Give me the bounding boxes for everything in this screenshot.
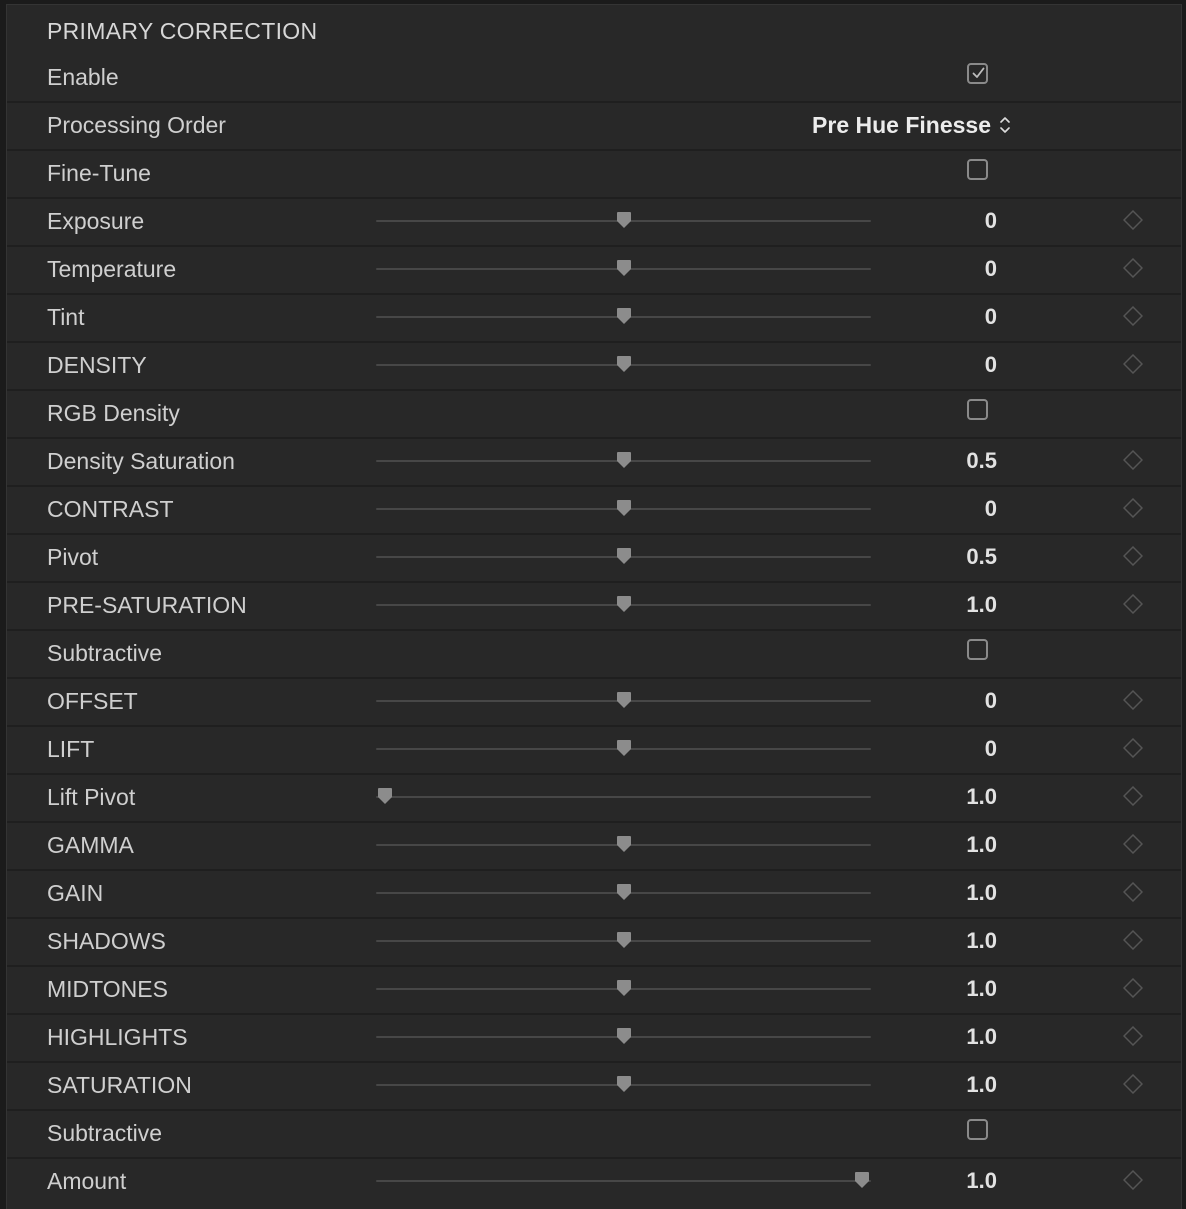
slider-thumb[interactable]	[615, 211, 633, 229]
amount-value[interactable]: 1.0	[966, 1168, 997, 1193]
subtractive-checkbox[interactable]	[967, 639, 988, 660]
param-label: Pivot	[47, 544, 99, 570]
subtractive-checkbox[interactable]	[967, 1119, 988, 1140]
density-saturation-slider[interactable]	[376, 449, 871, 473]
param-row-density	[7, 343, 1181, 391]
param-label: MIDTONES	[47, 976, 168, 1002]
keyframe-diamond-icon[interactable]	[1123, 882, 1143, 902]
density-slider[interactable]	[376, 353, 871, 377]
tint-slider[interactable]	[376, 305, 871, 329]
temperature-value[interactable]: 0	[984, 256, 997, 281]
slider-thumb[interactable]	[376, 787, 394, 805]
pivot-slider[interactable]	[376, 545, 871, 569]
keyframe-diamond-icon[interactable]	[1123, 930, 1143, 950]
midtones-slider[interactable]	[376, 977, 871, 1001]
keyframe-diamond-icon[interactable]	[1123, 1170, 1143, 1190]
keyframe-diamond-icon[interactable]	[1123, 450, 1143, 470]
rgb-density-checkbox[interactable]	[967, 399, 988, 420]
param-row-gamma	[7, 823, 1181, 871]
param-label: GAMMA	[47, 832, 134, 858]
param-label: SATURATION	[47, 1072, 192, 1098]
param-label: Subtractive	[47, 1120, 163, 1146]
primary-correction-panel	[6, 4, 1182, 1209]
param-row-subtractive	[7, 631, 1181, 679]
highlights-value[interactable]: 1.0	[966, 1024, 997, 1049]
param-row-highlights	[7, 1015, 1181, 1063]
param-label: Exposure	[47, 208, 145, 234]
slider-thumb[interactable]	[615, 691, 633, 709]
shadows-slider[interactable]	[376, 929, 871, 953]
pivot-value[interactable]: 0.5	[966, 544, 997, 569]
keyframe-diamond-icon[interactable]	[1123, 546, 1143, 566]
param-label: LIFT	[47, 736, 95, 762]
slider-track[interactable]	[376, 796, 871, 798]
keyframe-diamond-icon[interactable]	[1123, 690, 1143, 710]
up-down-chevron-icon	[999, 114, 1011, 134]
param-row-temperature	[7, 247, 1181, 295]
slider-thumb[interactable]	[615, 835, 633, 853]
lift-value[interactable]: 0	[984, 736, 997, 761]
exposure-slider[interactable]	[376, 209, 871, 233]
param-row-tint	[7, 295, 1181, 343]
param-row-contrast	[7, 487, 1181, 535]
slider-thumb[interactable]	[615, 739, 633, 757]
param-row-lift-pivot	[7, 775, 1181, 823]
slider-thumb[interactable]	[615, 1075, 633, 1093]
keyframe-diamond-icon[interactable]	[1123, 834, 1143, 854]
popup-value: Pre Hue Finesse	[812, 112, 991, 138]
param-row-amount	[7, 1159, 1181, 1205]
slider-thumb[interactable]	[853, 1171, 871, 1189]
param-row-subtractive	[7, 1111, 1181, 1159]
keyframe-diamond-icon[interactable]	[1123, 306, 1143, 326]
keyframe-diamond-icon[interactable]	[1123, 1074, 1143, 1094]
param-label: OFFSET	[47, 688, 138, 714]
lift-pivot-slider[interactable]	[376, 785, 871, 809]
keyframe-diamond-icon[interactable]	[1123, 594, 1143, 614]
slider-thumb[interactable]	[615, 547, 633, 565]
slider-thumb[interactable]	[615, 883, 633, 901]
pre-saturation-slider[interactable]	[376, 593, 871, 617]
param-row-offset	[7, 679, 1181, 727]
param-label: Subtractive	[47, 640, 163, 666]
section-title: PRIMARY CORRECTION	[47, 18, 318, 44]
lift-slider[interactable]	[376, 737, 871, 761]
gamma-slider[interactable]	[376, 833, 871, 857]
slider-track[interactable]	[376, 1180, 871, 1182]
keyframe-diamond-icon[interactable]	[1123, 1026, 1143, 1046]
param-label: RGB Density	[47, 400, 180, 426]
contrast-value[interactable]: 0	[984, 496, 997, 521]
param-row-saturation	[7, 1063, 1181, 1111]
param-label: DENSITY	[47, 352, 147, 378]
param-row-processing-order	[7, 103, 1181, 151]
gamma-value[interactable]: 1.0	[966, 832, 997, 857]
param-row-rgb-density	[7, 391, 1181, 439]
amount-slider[interactable]	[376, 1169, 871, 1193]
param-row-shadows	[7, 919, 1181, 967]
param-label: HIGHLIGHTS	[47, 1024, 188, 1050]
lift-pivot-value[interactable]: 1.0	[966, 784, 997, 809]
saturation-value[interactable]: 1.0	[966, 1072, 997, 1097]
keyframe-diamond-icon[interactable]	[1123, 258, 1143, 278]
density-saturation-value[interactable]: 0.5	[966, 448, 997, 473]
slider-thumb[interactable]	[615, 307, 633, 325]
checkmark-icon	[970, 65, 987, 82]
param-label: Enable	[47, 64, 119, 90]
param-label: GAIN	[47, 880, 104, 906]
slider-thumb[interactable]	[615, 499, 633, 517]
slider-thumb[interactable]	[615, 931, 633, 949]
processing-order-popup[interactable]	[812, 112, 1011, 139]
shadows-value[interactable]: 1.0	[966, 928, 997, 953]
keyframe-diamond-icon[interactable]	[1123, 498, 1143, 518]
density-value[interactable]: 0	[984, 352, 997, 377]
midtones-value[interactable]: 1.0	[966, 976, 997, 1001]
parameter-list	[7, 55, 1181, 1205]
highlights-slider[interactable]	[376, 1025, 871, 1049]
slider-thumb[interactable]	[615, 355, 633, 373]
param-row-gain	[7, 871, 1181, 919]
tint-value[interactable]: 0	[984, 304, 997, 329]
pre-saturation-value[interactable]: 1.0	[966, 592, 997, 617]
keyframe-diamond-icon[interactable]	[1123, 354, 1143, 374]
gain-slider[interactable]	[376, 881, 871, 905]
param-label: Density Saturation	[47, 448, 235, 474]
param-row-density-saturation	[7, 439, 1181, 487]
param-row-pre-saturation	[7, 583, 1181, 631]
param-row-enable	[7, 55, 1181, 103]
param-label: Lift Pivot	[47, 784, 136, 810]
saturation-slider[interactable]	[376, 1073, 871, 1097]
keyframe-diamond-icon[interactable]	[1123, 786, 1143, 806]
enable-checkbox[interactable]	[967, 63, 988, 84]
param-row-exposure	[7, 199, 1181, 247]
param-label: Processing Order	[47, 112, 226, 138]
param-label: CONTRAST	[47, 496, 174, 522]
slider-thumb[interactable]	[615, 259, 633, 277]
slider-thumb[interactable]	[615, 979, 633, 997]
offset-slider[interactable]	[376, 689, 871, 713]
param-label: Temperature	[47, 256, 177, 282]
param-row-fine-tune	[7, 151, 1181, 199]
param-label: PRE-SATURATION	[47, 592, 247, 618]
slider-thumb[interactable]	[615, 1027, 633, 1045]
param-label: Tint	[47, 304, 85, 330]
param-row-midtones	[7, 967, 1181, 1015]
keyframe-diamond-icon[interactable]	[1123, 738, 1143, 758]
param-row-lift	[7, 727, 1181, 775]
param-row-pivot	[7, 535, 1181, 583]
temperature-slider[interactable]	[376, 257, 871, 281]
offset-value[interactable]: 0	[984, 688, 997, 713]
slider-thumb[interactable]	[615, 451, 633, 469]
slider-thumb[interactable]	[615, 595, 633, 613]
param-label: Amount	[47, 1168, 127, 1194]
keyframe-diamond-icon[interactable]	[1123, 210, 1143, 230]
gain-value[interactable]: 1.0	[966, 880, 997, 905]
param-label: Fine-Tune	[47, 160, 151, 186]
keyframe-diamond-icon[interactable]	[1123, 978, 1143, 998]
exposure-value[interactable]: 0	[984, 208, 997, 233]
param-label: SHADOWS	[47, 928, 166, 954]
fine-tune-checkbox[interactable]	[967, 159, 988, 180]
contrast-slider[interactable]	[376, 497, 871, 521]
